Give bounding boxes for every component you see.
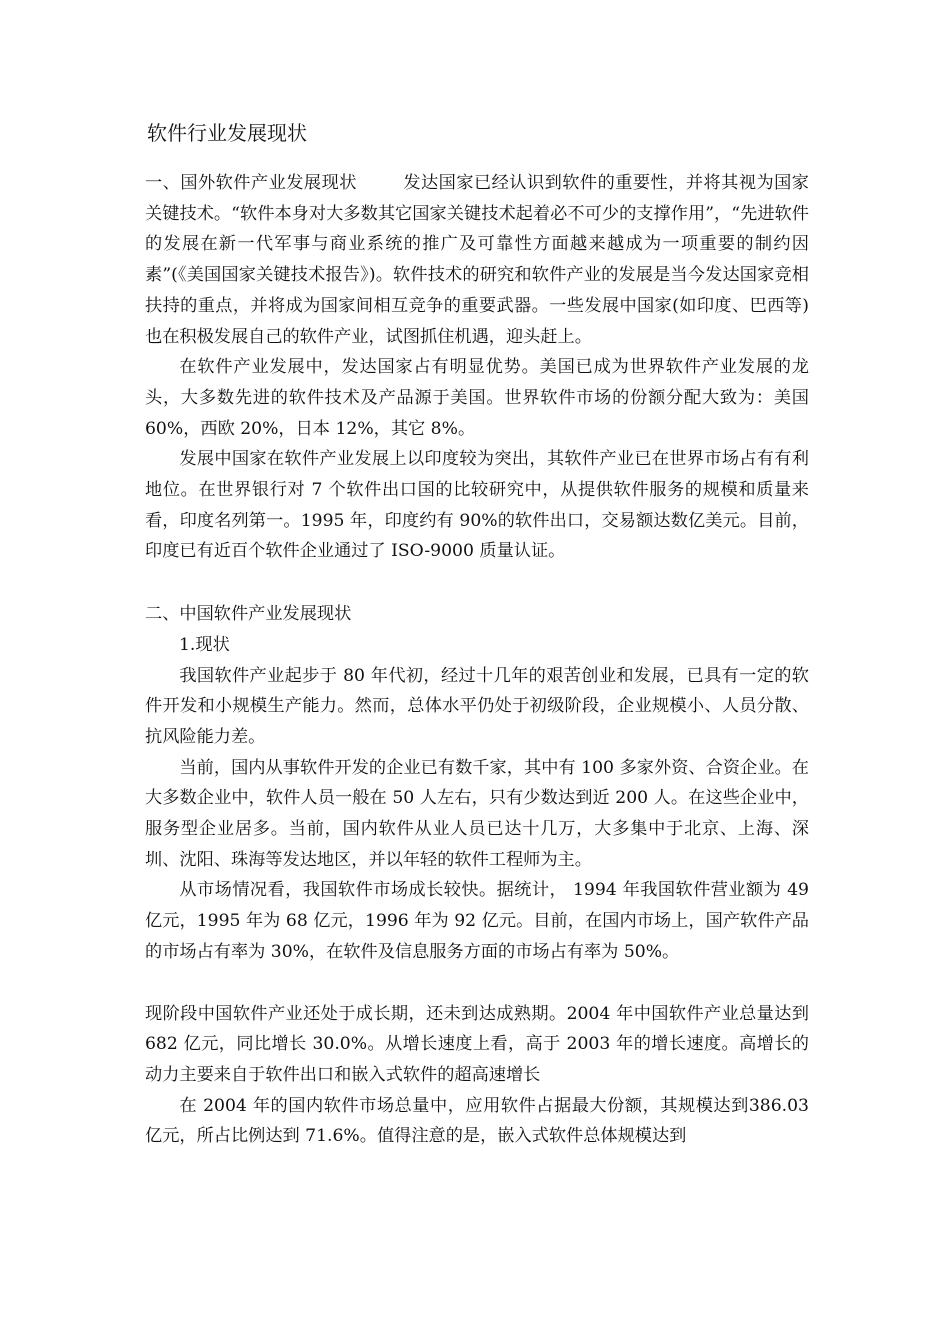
- section1-paragraph1-text: 发达国家已经认识到软件的重要性，并将其视为国家关键技术。“软件本身对大多数其它国家关键技术起着必不可少的支撑作用”，“先进软件的发展在新一代军事与商业系统的推广及可靠性方面越来越成为一项重要的制约因素”(《美国国家关键技术报告》)。软件技术的研究和软件产业的发展是当今发达国家竞相扶持的重点，并将成为国家间相互竞争的重要武器。一些发展中国家(如印度、巴西等)也在积极发展自己的软件产业，试图抓住机遇，迎头赶上。: [145, 173, 809, 347]
- section1-paragraph3: 发展中国家在软件产业发展上以印度较为突出，其软件产业已在世界市场占有有利地位。在世界银行对 7 个软件出口国的比较研究中，从提供软件服务的规模和质量来看，印度名列第一。1995 年，印度约有 90%的软件出口，交易额达数亿美元。目前，印度已有近百个软件企业通过了 ISO-9000 质量认证。: [145, 449, 809, 562]
- section2-paragraph1: 我国软件产业起步于 80 年代初，经过十几年的艰苦创业和发展，已具有一定的软件开发和小规模生产能力。然而，总体水平仍处于初级阶段，企业规模小、人员分散、抗风险能力差。: [145, 665, 809, 747]
- document-body: [145, 168, 809, 1152]
- section2-subheading: 1.现状: [179, 634, 230, 655]
- section1-heading: 一、国外软件产业发展现状: [145, 173, 357, 193]
- section1-paragraph1: [145, 168, 809, 352]
- section1-paragraph2: 在软件产业发展中，发达国家占有明显优势。美国已成为世界软件产业发展的龙头，大多数先进的软件技术及产品源于美国。世界软件市场的份额分配大致为：美国 60%，西欧 20%，日本 12%，其它 8%。: [145, 357, 809, 439]
- section2-heading: 二、中国软件产业发展现状: [145, 604, 352, 625]
- section2-paragraph5: 在 2004 年的国内软件市场总量中，应用软件占据最大份额，其规模达到386.03 亿元，所占比例达到 71.6%。值得注意的是，嵌入式软件总体规模达到: [145, 1095, 809, 1147]
- document-title: 软件行业发展现状: [147, 121, 307, 145]
- section2-paragraph4: 现阶段中国软件产业还处于成长期，还未到达成熟期。2004 年中国软件产业总量达到 682 亿元，同比增长 30.0%。从增长速度上看，高于 2003 年的增长速度。高增长的动力主要来自于软件出口和嵌入式软件的超高速增长: [145, 1003, 809, 1085]
- section2-paragraph3: 从市场情况看，我国软件市场成长较快。据统计， 1994 年我国软件营业额为 49 亿元，1995 年为 68 亿元，1996 年为 92 亿元。目前，在国内市场上，国产软件产品的市场占有率为 30%，在软件及信息服务方面的市场占有率为 50%。: [145, 880, 809, 962]
- section2-paragraph2: 当前，国内从事软件开发的企业已有数千家，其中有 100 多家外资、合资企业。在大多数企业中，软件人员一般在 50 人左右，只有少数达到近 200 人。在这些企业中，服务型企业居多。当前，国内软件从业人员已达十几万，大多集中于北京、上海、深圳、沈阳、珠海等发达地区，并以年轻的软件工程师为主。: [145, 757, 809, 870]
